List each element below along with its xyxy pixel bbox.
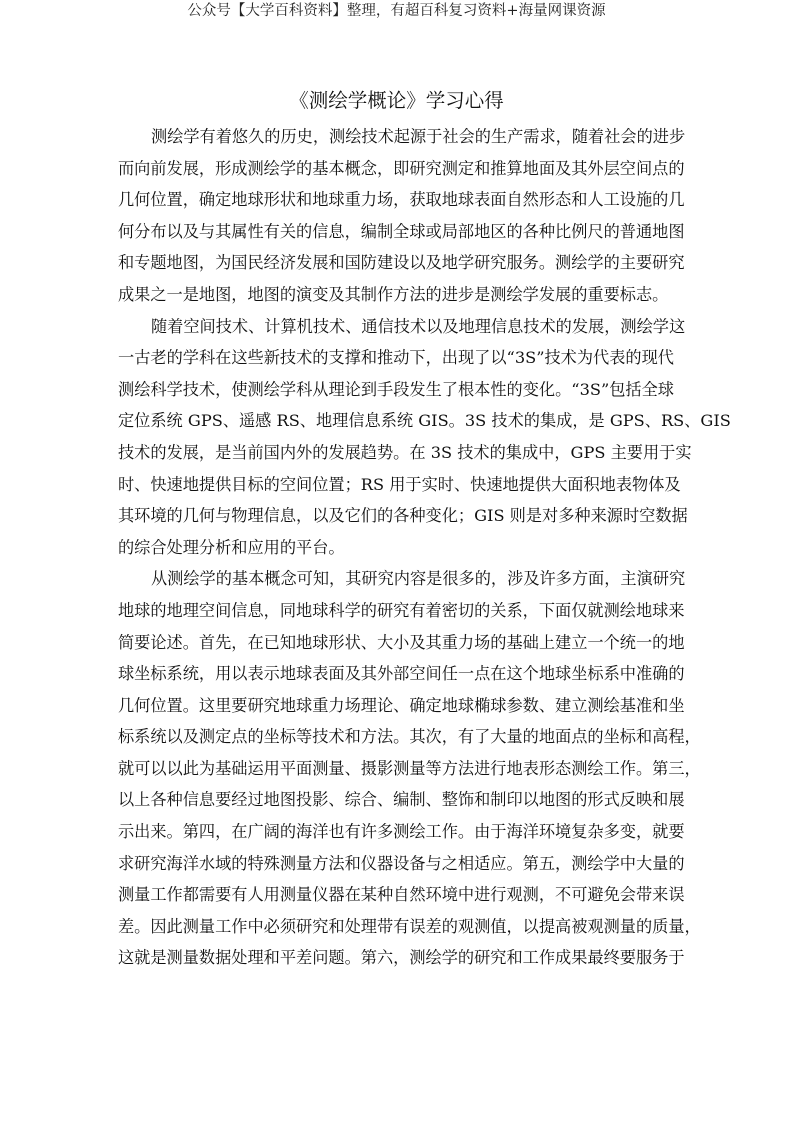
paragraph-line: 定位系统 GPS、遥感 RS、地理信息系统 GIS。3S 技术的集成，是 GPS、RS、GIS <box>118 411 731 431</box>
paragraph-line: 测绘学有着悠久的历史，测绘技术起源于社会的生产需求，随着社会的进步 <box>151 127 686 146</box>
paragraph-line: 这就是测量数据处理和平差问题。第六，测绘学的研究和工作成果最终要服务于 <box>118 948 685 968</box>
paragraph-line: 测量工作都需要有人用测量仪器在某种自然环境中进行观测，不可避免会带来误 <box>118 885 685 905</box>
paragraph-line: 而向前发展，形成测绘学的基本概念，即研究测定和推算地面及其外层空间点的 <box>118 158 685 178</box>
paragraph-line: 球坐标系统，用以表示地球表面及其外部空间任一点在这个地球坐标系中准确的 <box>118 664 685 684</box>
document-title: 《测绘学概论》学习心得 <box>289 89 504 112</box>
paragraph <box>118 311 731 564</box>
paragraph-line: 几何位置。这里要研究地球重力场理论、确定地球椭球参数、建立测绘基准和坐 <box>118 695 685 715</box>
page-header-banner: 公众号【大学百科资料】整理，有超百科复习资料+海量网课资源 <box>187 3 606 19</box>
paragraph <box>118 563 701 974</box>
paragraph-line: 时、快速地提供目标的空间位置；RS 用于实时、快速地提供大面积地表物体及 <box>118 474 681 494</box>
paragraph-line: 标系统以及测定点的坐标等技术和方法。其次，有了大量的地面点的坐标和高程， <box>118 727 701 747</box>
paragraph-line: 就可以以此为基础运用平面测量、摄影测量等方法进行地表形态测绘工作。第三， <box>118 758 701 778</box>
paragraph-line: 简要论述。首先，在已知地球形状、大小及其重力场的基础上建立一个统一的地 <box>118 632 685 652</box>
paragraph-line: 差。因此测量工作中必须研究和处理带有误差的观测值，以提高被观测量的质量， <box>118 916 701 936</box>
paragraph-line: 一古老的学科在这些新技术的支撑和推动下，出现了以“3S”技术为代表的现代 <box>118 348 674 368</box>
paragraph-line: 其环境的几何与物理信息，以及它们的各种变化；GIS 则是对多种来源时空数据 <box>118 506 688 526</box>
paragraph-line: 从测绘学的基本概念可知，其研究内容是很多的，涉及许多方面，主演研究 <box>151 569 686 589</box>
paragraph-line: 技术的发展，是当前国内外的发展趋势。在 3S 技术的集成中，GPS 主要用于实 <box>118 442 692 462</box>
paragraph-line: 随着空间技术、计算机技术、通信技术以及地理信息技术的发展，测绘学这 <box>151 316 686 336</box>
paragraph-line: 的综合处理分析和应用的平台。 <box>118 537 345 557</box>
paragraph-line: 测绘科学技术，使测绘学科从理论到手段发生了根本性的变化。“3S”包括全球 <box>118 379 674 399</box>
paragraph-line: 和专题地图，为国民经济发展和国防建设以及地学研究服务。测绘学的主要研究 <box>118 253 685 273</box>
paragraph-line: 几何位置，确定地球形状和地球重力场，获取地球表面自然形态和人工设施的几 <box>118 190 685 210</box>
paragraph-line: 何分布以及与其属性有关的信息，编制全球或局部地区的各种比例尺的普通地图 <box>118 221 685 241</box>
paragraph-line: 以上各种信息要经过地图投影、综合、编制、整饰和制印以地图的形式反映和展 <box>118 790 685 810</box>
paragraph-line: 成果之一是地图，地图的演变及其制作方法的进步是测绘学发展的重要标志。 <box>118 284 669 304</box>
paragraph-line: 示出来。第四，在广阔的海洋也有许多测绘工作。由于海洋环境复杂多变，就要 <box>118 822 685 842</box>
paragraph <box>118 121 686 311</box>
paragraph-line: 求研究海洋水域的特殊测量方法和仪器设备与之相适应。第五，测绘学中大量的 <box>118 853 685 873</box>
document-body <box>118 121 731 974</box>
paragraph-line: 地球的地理空间信息，同地球科学的研究有着密切的关系，下面仅就测绘地球来 <box>118 600 685 620</box>
